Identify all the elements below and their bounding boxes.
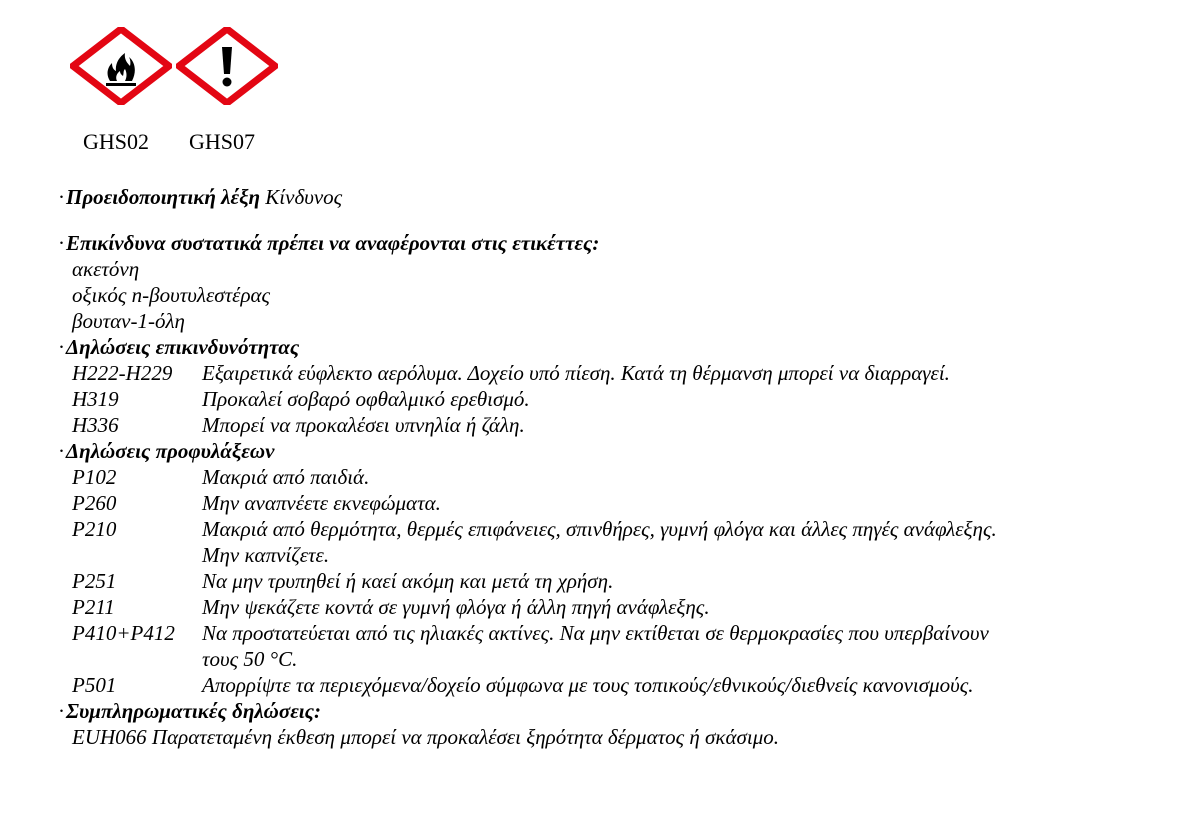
supplementary-heading-row: · Συμπληρωματικές δηλώσεις: [58,699,321,723]
hazard-text: Προκαλεί σοβαρό οφθαλμικό ερεθισμό. [202,387,530,411]
ghs07-label: GHS07 [189,129,256,154]
signal-word-row: · Προειδοποιητική λέξη Κίνδυνος [58,185,343,209]
precautionary-code: P260 [72,491,117,515]
component-item: ακετόνη [72,257,140,281]
signal-word-value: Κίνδυνος [265,185,343,209]
signal-word-label: Προειδοποιητική λέξη [66,185,261,209]
precautionary-code: P410+P412 [72,621,175,645]
precautionary-code: P251 [72,569,117,593]
precautionary-code: P211 [72,595,115,619]
supplementary-heading: Συμπληρωματικές δηλώσεις: [66,699,321,723]
hazard-code: H222-H229 [72,361,173,385]
hazardous-components-heading-row: · Επικίνδυνα συστατικά πρέπει να αναφέρονται στις ετικέττες: [58,231,600,255]
hazardous-components-heading: Επικίνδυνα συστατικά πρέπει να αναφέρονται στις ετικέττες: [66,231,600,255]
precautionary-statement-continuation [58,646,1178,672]
precautionary-text-continued: τους 50 °C. [202,647,298,671]
hazard-code: H319 [72,387,119,411]
precautionary-statement-row [58,672,1178,698]
precautionary-code: P210 [72,517,117,541]
precautionary-statement-row [58,490,1178,516]
hazard-statements-heading-row: · Δηλώσεις επικινδυνότητας [58,335,300,359]
exclamation-icon [176,27,278,105]
precautionary-statement-continuation [58,542,1178,568]
precautionary-statement-row [58,568,1178,594]
precautionary-statements-heading-row: · Δηλώσεις προφυλάξεων [58,439,275,463]
precautionary-text: Μην αναπνέετε εκνεφώματα. [202,491,441,515]
ghs02-pictogram [70,27,172,105]
component-item: βουταν-1-όλη [72,309,185,333]
precautionary-text: Μην ψεκάζετε κοντά σε γυμνή φλόγα ή άλλη πηγή ανάφλεξης. [202,595,710,619]
precautionary-text: Μακριά από παιδιά. [202,465,370,489]
label-elements [58,184,1178,750]
precautionary-statement-row [58,594,1178,620]
precautionary-code: P102 [72,465,117,489]
hazard-statement-row [58,386,1178,412]
precautionary-statement-row [58,620,1178,646]
precautionary-code: P501 [72,673,117,697]
supplementary-text: Παρατεταμένη έκθεση μπορεί να προκαλέσει ξηρότητα δέρματος ή σκάσιμο. [151,725,779,749]
hazard-code: H336 [72,413,119,437]
precautionary-statements-heading: Δηλώσεις προφυλάξεων [66,439,275,463]
hazard-statement-row [58,412,1178,438]
precautionary-statement-row [58,464,1178,490]
supplementary-code: EUH066 [72,725,147,749]
component-item: οξικός n-βουτυλεστέρας [72,283,271,307]
precautionary-text: Να μην τρυπηθεί ή καεί ακόμη και μετά τη χρήση. [202,569,614,593]
precautionary-text-continued: Μην καπνίζετε. [202,543,330,567]
precautionary-statement-row [58,516,1178,542]
hazard-text: Μπορεί να προκαλέσει υπνηλία ή ζάλη. [202,413,525,437]
precautionary-text: Μακριά από θερμότητα, θερμές επιφάνειες, σπινθήρες, γυμνή φλόγα και άλλες πηγές ανάφλεξης. [202,517,997,541]
precautionary-text: Απορρίψτε τα περιεχόμενα/δοχείο σύμφωνα με τους τοπικούς/εθνικούς/διεθνείς κανονισμούς. [202,673,974,697]
precautionary-text: Να προστατεύεται από τις ηλιακές ακτίνες. Να μην εκτίθεται σε θερμοκρασίες που υπερβαίνουν [202,621,989,645]
ghs-pictograms [70,27,290,107]
ghs07-pictogram [176,27,278,105]
hazard-text: Εξαιρετικά εύφλεκτο αερόλυμα. Δοχείο υπό πίεση. Κατά τη θέρμανση μπορεί να διαρραγεί. [202,361,950,385]
hazard-statements-heading: Δηλώσεις επικινδυνότητας [66,335,300,359]
supplementary-statement-row [58,724,1178,750]
flame-icon [70,27,172,105]
ghs02-label: GHS02 [83,129,150,154]
hazard-statement-row [58,360,1178,386]
